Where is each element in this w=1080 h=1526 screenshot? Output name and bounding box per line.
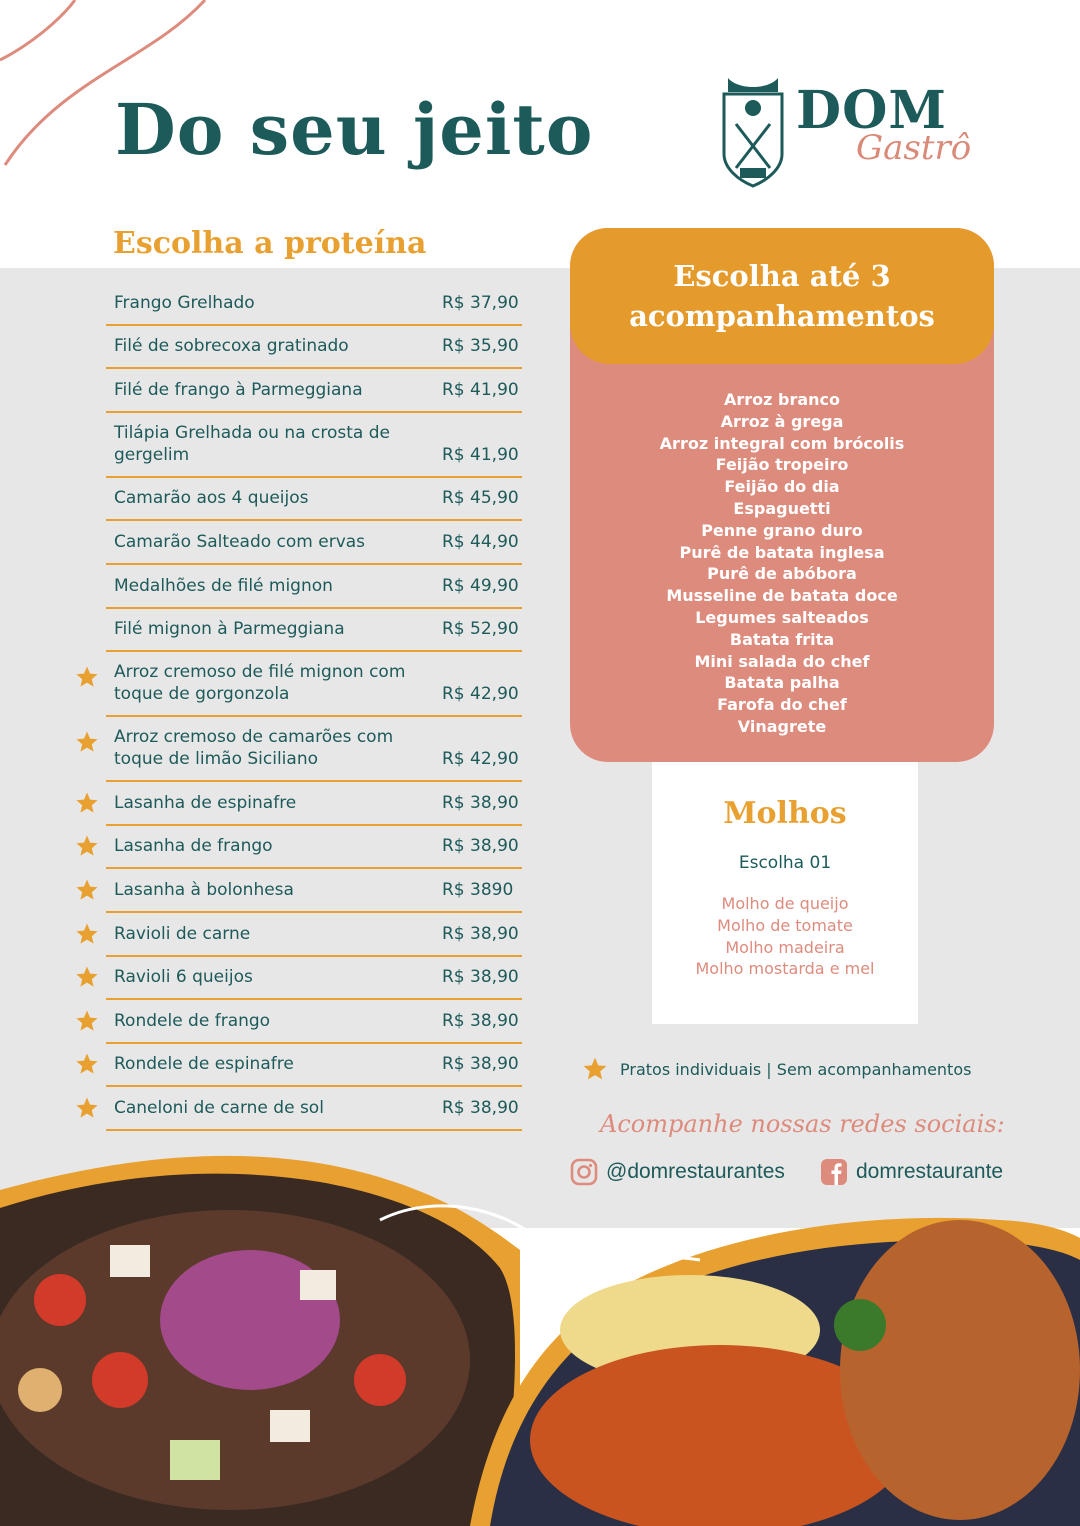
star-icon	[75, 834, 99, 858]
sauce-item: Molho madeira	[725, 937, 845, 957]
sauces-title: Molhos	[723, 796, 847, 831]
food-photos	[0, 1150, 1080, 1526]
menu-item	[106, 282, 522, 326]
menu-item-price: R$ 44,90	[442, 531, 519, 552]
menu-item	[106, 326, 522, 370]
menu-item-name: Camarão Salteado com ervas	[114, 531, 366, 552]
menu-item-price: R$ 38,90	[442, 1054, 519, 1075]
social-title: Acompanhe nossas redes sociais:	[600, 1110, 1005, 1138]
menu-item-price: R$ 42,90	[442, 749, 519, 770]
protein-list	[106, 282, 522, 1131]
sides-title-line1: Escolha até 3	[673, 259, 891, 293]
menu-item-price: R$ 3890	[442, 879, 514, 900]
menu-item	[106, 521, 522, 565]
menu-item-name: Filé de sobrecoxa gratinado	[114, 336, 349, 357]
side-item: Feijão tropeiro	[715, 455, 849, 475]
menu-item	[106, 565, 522, 609]
menu-item-price: R$ 38,90	[442, 792, 519, 813]
menu-item-price: R$ 41,90	[442, 379, 519, 400]
side-item: Batata frita	[729, 629, 835, 649]
menu-item	[106, 652, 522, 717]
individual-dishes-note	[582, 1056, 971, 1082]
sauces-list	[652, 893, 918, 980]
menu-item-name: Lasanha à bolonhesa	[114, 879, 294, 900]
side-item: Musseline de batata doce	[666, 586, 898, 606]
menu-item-name: Arroz cremoso de camarões com toque de limão Siciliano	[114, 727, 394, 770]
star-icon	[75, 878, 99, 902]
star-icon	[75, 791, 99, 815]
instagram-handle: @domrestaurantes	[606, 1160, 785, 1183]
page-title: Do seu jeito	[115, 88, 594, 171]
menu-item-name: Medalhões de filé mignon	[114, 575, 333, 596]
side-item: Vinagrete	[737, 716, 827, 736]
star-icon	[75, 922, 99, 946]
menu-item-price: R$ 38,90	[442, 1010, 519, 1031]
note-text: Pratos individuais | Sem acompanhamentos	[620, 1059, 972, 1079]
menu-item	[106, 413, 522, 478]
menu-item	[106, 478, 522, 522]
sauces-subtitle: Escolha 01	[738, 853, 832, 873]
side-item: Purê de batata inglesa	[679, 542, 885, 562]
sauce-item: Molho mostarda e mel	[695, 959, 875, 979]
menu-item-price: R$ 52,90	[442, 619, 519, 640]
menu-item-name: Arroz cremoso de filé mignon com toque de gorgonzola	[114, 662, 406, 705]
menu-item	[106, 826, 522, 870]
star-icon	[582, 1056, 608, 1082]
menu-item-price: R$ 41,90	[442, 444, 519, 465]
menu-item-price: R$ 38,90	[442, 1097, 519, 1118]
side-item: Farofa do chef	[717, 695, 847, 715]
menu-item	[106, 869, 522, 913]
side-item: Legumes salteados	[695, 607, 869, 627]
sauce-item: Molho de tomate	[717, 915, 853, 935]
star-icon	[75, 965, 99, 989]
brand-logo	[718, 76, 988, 191]
menu-item-name: Lasanha de frango	[114, 836, 273, 857]
side-item: Espaguetti	[733, 498, 831, 518]
sides-title-line2: acompanhamentos	[629, 299, 935, 333]
side-item: Feijão do dia	[724, 477, 840, 497]
sides-title	[629, 256, 935, 336]
menu-item	[106, 609, 522, 653]
menu-item-price: R$ 38,90	[442, 923, 519, 944]
menu-item-name: Frango Grelhado	[114, 292, 255, 313]
proteins-title: Escolha a proteína	[113, 226, 427, 261]
side-item: Mini salada do chef	[694, 651, 870, 671]
star-icon	[75, 1009, 99, 1033]
menu-item-price: R$ 38,90	[442, 967, 519, 988]
menu-item	[106, 1087, 522, 1131]
menu-item	[106, 1044, 522, 1088]
sides-header	[570, 228, 994, 364]
star-icon	[75, 1096, 99, 1120]
star-icon	[75, 665, 99, 689]
menu-item-price: R$ 37,90	[442, 292, 519, 313]
menu-item-name: Filé de frango à Parmeggiana	[114, 379, 363, 400]
side-item: Arroz branco	[723, 390, 841, 409]
crest-icon	[718, 76, 788, 188]
star-icon	[75, 730, 99, 754]
side-item: Purê de abóbora	[707, 564, 857, 584]
facebook-handle: domrestaurante	[856, 1160, 1004, 1183]
sides-card	[570, 228, 994, 762]
sauce-item: Molho de queijo	[721, 894, 849, 913]
menu-item-price: R$ 49,90	[442, 575, 519, 596]
menu-item	[106, 957, 522, 1001]
menu-item-name: Lasanha de espinafre	[114, 792, 297, 813]
star-icon	[75, 1052, 99, 1076]
menu-item	[106, 1000, 522, 1044]
menu-item-name: Camarão aos 4 queijos	[114, 488, 309, 509]
menu-item-name: Ravioli de carne	[114, 923, 251, 944]
menu-item	[106, 717, 522, 782]
menu-item-name: Rondele de espinafre	[114, 1054, 294, 1075]
menu-item-name: Tilápia Grelhada ou na crosta de gergelim	[114, 422, 390, 465]
menu-item-name: Filé mignon à Parmeggiana	[114, 619, 345, 640]
logo-wordmark: DOM	[796, 80, 947, 141]
side-item: Batata palha	[724, 673, 840, 693]
menu-item-price: R$ 42,90	[442, 684, 519, 705]
menu-item-name: Rondele de frango	[114, 1010, 271, 1031]
logo-subtitle: Gastrô	[856, 128, 972, 168]
menu-item-price: R$ 45,90	[442, 488, 519, 509]
side-item: Arroz à grega	[720, 411, 844, 431]
sides-list	[570, 389, 994, 738]
menu-item-name: Caneloni de carne de sol	[114, 1097, 324, 1118]
menu-item-name: Ravioli 6 queijos	[114, 967, 253, 988]
menu-item	[106, 782, 522, 826]
side-item: Penne grano duro	[701, 520, 863, 540]
menu-item	[106, 913, 522, 957]
side-item: Arroz integral com brócolis	[659, 433, 905, 453]
menu-item-price: R$ 38,90	[442, 836, 519, 857]
menu-item-price: R$ 35,90	[442, 336, 519, 357]
menu-item	[106, 369, 522, 413]
